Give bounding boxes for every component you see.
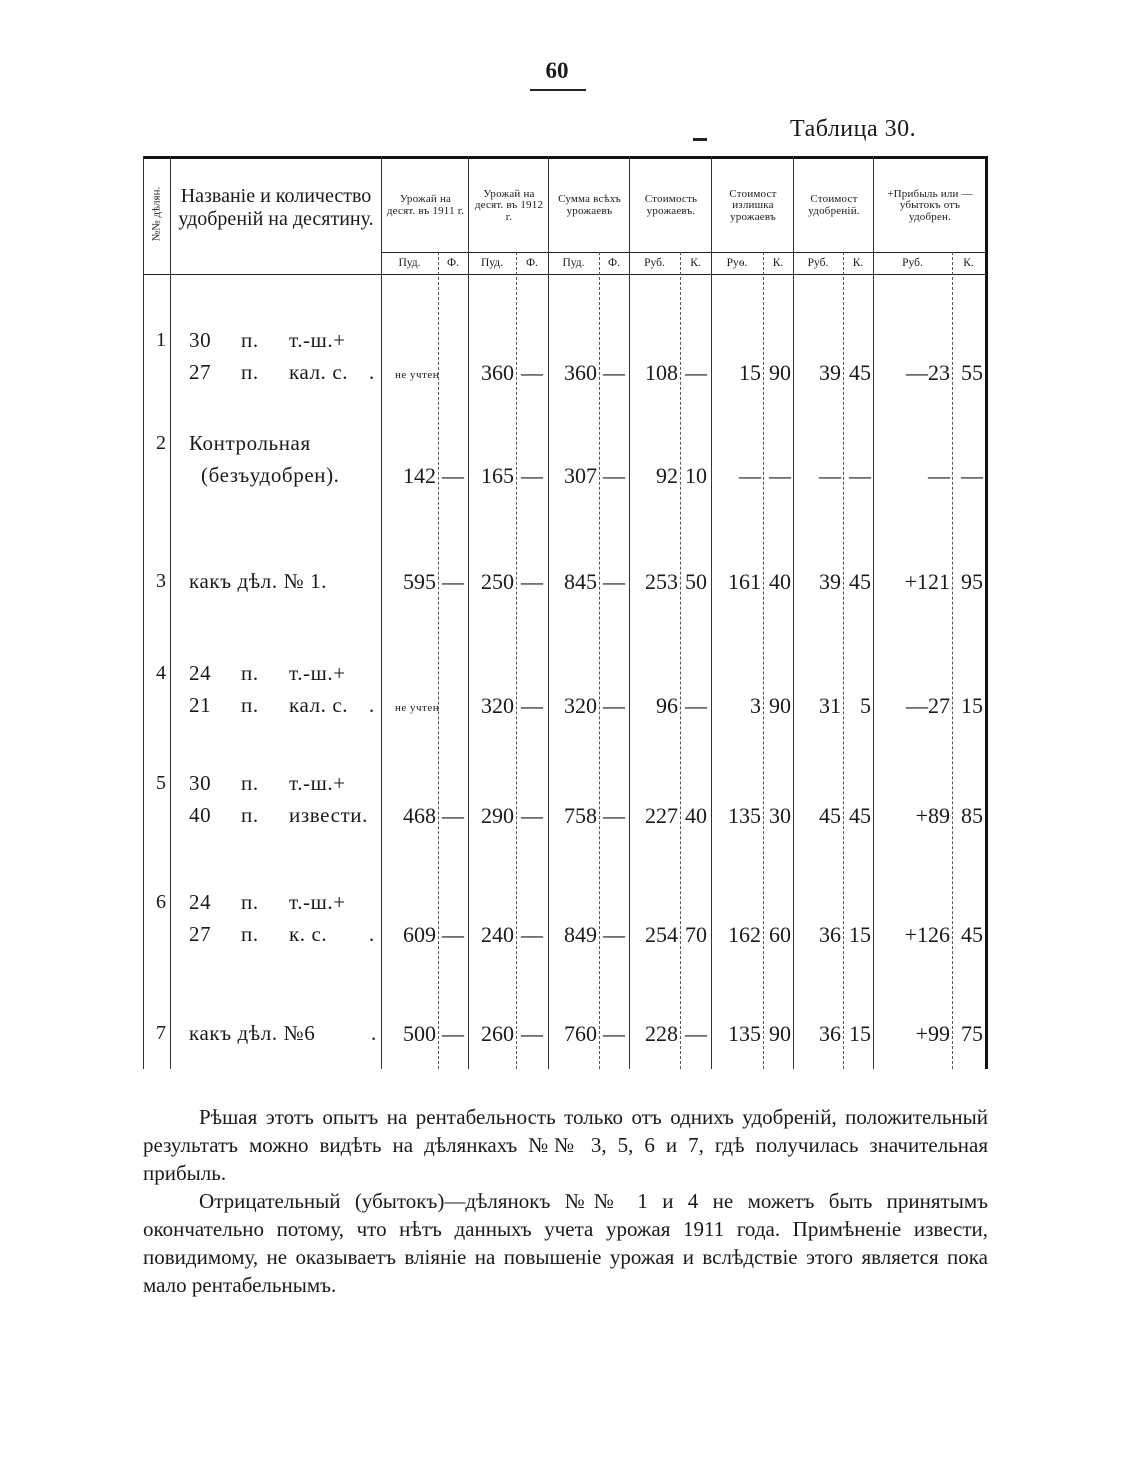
fertilizer-name-cell: т.-ш.+ <box>289 771 346 795</box>
data-table <box>143 156 988 1069</box>
value-cell: —23 <box>906 360 950 385</box>
value-cell: — <box>849 463 871 488</box>
value-cell: 92 <box>656 463 678 488</box>
plot-number-cell: 5 <box>156 772 166 794</box>
value-cell: 758 <box>564 803 597 828</box>
value-cell: 260 <box>481 1021 514 1046</box>
value-cell: — <box>685 1021 707 1046</box>
value-cell: 595 <box>403 569 436 594</box>
value-cell: 15 <box>739 360 761 385</box>
value-cell: — <box>603 803 625 828</box>
value-cell: — <box>521 569 543 594</box>
unit-rub: Руб. <box>644 257 665 270</box>
col-rule <box>680 252 681 1069</box>
col-rule <box>143 156 144 1069</box>
value-cell: — <box>769 463 791 488</box>
fertilizer-unit-cell: п. <box>241 360 259 384</box>
plot-number-cell: 2 <box>156 432 166 454</box>
value-cell: 290 <box>481 803 514 828</box>
fertilizer-name-cell: извести. <box>289 803 368 827</box>
plot-number-cell: 1 <box>156 329 166 351</box>
fertilizer-qty-cell: 40 <box>189 803 212 827</box>
value-cell: — <box>603 922 625 947</box>
value-cell: 15 <box>849 922 871 947</box>
value-cell: 468 <box>403 803 436 828</box>
value-cell: — <box>961 463 983 488</box>
value-cell: 165 <box>481 463 514 488</box>
value-cell: 307 <box>564 463 597 488</box>
fertilizer-unit-cell: п. <box>241 803 259 827</box>
value-cell: — <box>521 922 543 947</box>
value-cell: — <box>685 360 707 385</box>
fertilizer-name-cell: какъ дѣл. №6 <box>189 1021 316 1045</box>
header-sum-yields: Сумма всѣхъ урожаевъ <box>558 193 621 217</box>
value-cell: +89 <box>915 803 950 828</box>
value-cell: 60 <box>769 922 791 947</box>
col-rule <box>599 252 600 1069</box>
fertilizer-name-cell: кал. с. <box>289 360 349 384</box>
value-cell: 250 <box>481 569 514 594</box>
value-cell: 845 <box>564 569 597 594</box>
fertilizer-unit-cell: п. <box>241 328 259 352</box>
unit-pud: Пуд. <box>480 257 504 270</box>
fertilizer-qty-cell: 27 <box>189 360 212 384</box>
fertilizer-qty-cell: 24 <box>189 890 212 914</box>
paragraph: Отрицательный (убытокъ)—дѣлянокъ №№ 1 и 4 не можетъ быть принятымъ окончательно потому, что нѣтъ данныхъ учета урожая 1911 года. Примѣненіе извести, повидимому, не оказываетъ вліяніе на повышеніе урожая и вслѣдствіе этого является пока мало рентабельнымъ. <box>143 1189 988 1297</box>
value-cell: 45 <box>819 803 841 828</box>
value-cell: 320 <box>481 693 514 718</box>
value-cell: — <box>819 463 841 488</box>
table-caption: Таблица 30. <box>790 116 917 142</box>
paragraph: Рѣшая этотъ опытъ на рентабельность только отъ однихъ удобреній, положительный результатъ можно видѣть на дѣлянкахъ №№ 3, 5, 6 и 7, гдѣ получилась значительная прибыль. <box>143 1105 988 1185</box>
value-cell: 70 <box>685 922 707 947</box>
value-cell: — <box>685 693 707 718</box>
plot-number-cell: 3 <box>156 570 166 592</box>
fertilizer-name-cell: какъ дѣл. № 1. <box>189 569 328 593</box>
value-cell: 39 <box>819 569 841 594</box>
value-cell: 50 <box>685 569 707 594</box>
plot-number-cell: 7 <box>156 1022 166 1044</box>
value-cell: +99 <box>915 1021 950 1046</box>
value-cell: 360 <box>564 360 597 385</box>
value-cell: — <box>928 463 950 488</box>
fertilizer-unit-cell: п. <box>241 693 259 717</box>
unit-kop: К. <box>963 257 974 270</box>
value-cell: 45 <box>961 922 983 947</box>
plot-number-cell: 4 <box>156 662 166 684</box>
value-cell: — <box>442 569 464 594</box>
unit-kop: К. <box>852 257 864 270</box>
value-cell: 85 <box>961 803 983 828</box>
value-cell: — <box>442 1021 464 1046</box>
fertilizer-qty-cell: 24 <box>189 661 212 685</box>
header-plot-no: №№ дѣлян. <box>150 186 162 242</box>
unit-pud: Пуд. <box>398 257 421 270</box>
page-number: 60 <box>545 58 569 83</box>
fertilizer-unit-cell: п. <box>241 890 259 914</box>
value-cell: 254 <box>645 922 678 947</box>
fertilizer-qty-cell: 30 <box>189 328 212 352</box>
value-cell: 15 <box>961 693 983 718</box>
value-cell: 360 <box>481 360 514 385</box>
header-yield-1912: Урожай на десят. въ 1912 г. <box>474 187 544 223</box>
value-cell: 135 <box>728 1021 761 1046</box>
fertilizer-qty-cell: 21 <box>189 693 212 717</box>
fertilizer-name-cell: т.-ш.+ <box>289 328 346 352</box>
fertilizer-qty-cell: 27 <box>189 922 212 946</box>
header-bottom-rule <box>143 274 988 275</box>
table-top-rule <box>143 156 988 159</box>
value-cell: — <box>521 1021 543 1046</box>
value-cell: 253 <box>645 569 678 594</box>
value-cell: 36 <box>819 1021 841 1046</box>
fertilizer-name-cell: Контрольная <box>189 431 311 455</box>
unit-rub: Руб. <box>807 257 829 270</box>
value-cell: —27 <box>906 693 950 718</box>
header-name: Названіе и количество удобреній на десятину. <box>178 185 374 230</box>
value-cell: 162 <box>728 922 761 947</box>
value-cell: — <box>603 693 625 718</box>
value-cell: — <box>521 803 543 828</box>
value-cell: 142 <box>403 463 436 488</box>
value-cell: 161 <box>728 569 761 594</box>
value-cell: 40 <box>769 569 791 594</box>
value-cell: 45 <box>849 569 871 594</box>
value-cell: не учтен <box>395 369 440 381</box>
value-cell: 227 <box>645 803 678 828</box>
value-cell: +121 <box>904 569 950 594</box>
fertilizer-unit-cell: п. <box>241 922 259 946</box>
value-cell: — <box>739 463 761 488</box>
value-cell: — <box>603 1021 625 1046</box>
value-cell: +126 <box>904 922 950 947</box>
value-cell: — <box>603 463 625 488</box>
value-cell: 760 <box>564 1021 597 1046</box>
fertilizer-name-dots: . <box>369 693 375 717</box>
value-cell: 90 <box>769 693 791 718</box>
value-cell: 36 <box>819 922 841 947</box>
value-cell: 240 <box>481 922 514 947</box>
fertilizer-name-cell: т.-ш.+ <box>289 661 346 685</box>
fertilizer-unit-cell: п. <box>241 771 259 795</box>
value-cell: 39 <box>819 360 841 385</box>
value-cell: 95 <box>961 569 983 594</box>
value-cell: 55 <box>961 360 983 385</box>
value-cell: 30 <box>769 803 791 828</box>
value-cell: не учтен <box>395 702 440 714</box>
table-right-rule <box>985 156 988 1069</box>
value-cell: — <box>442 803 464 828</box>
fertilizer-name-cell: кал. с. <box>289 693 349 717</box>
body-text <box>143 1103 988 1299</box>
unit-rub: Руб. <box>902 257 923 270</box>
value-cell: 75 <box>961 1021 983 1046</box>
value-cell: 228 <box>645 1021 678 1046</box>
stray-mark <box>693 138 707 141</box>
fertilizer-name-cell: (безъудобрен). <box>201 463 340 487</box>
fertilizer-name-dots: . <box>369 360 375 384</box>
fertilizer-name-cell: т.-ш.+ <box>289 890 346 914</box>
value-cell: 3 <box>750 693 761 718</box>
unit-kop: К. <box>772 257 784 270</box>
value-cell: 135 <box>728 803 761 828</box>
value-cell: 31 <box>819 693 841 718</box>
value-cell: — <box>521 360 543 385</box>
value-cell: — <box>521 463 543 488</box>
header-profit: +Прибыль или —убытокъ отъ удобрен. <box>887 187 973 223</box>
unit-kop: К. <box>690 257 701 270</box>
unit-pud: Пуд. <box>562 257 585 270</box>
fertilizer-qty-cell: 30 <box>189 771 212 795</box>
value-cell: 90 <box>769 360 791 385</box>
value-cell: 5 <box>860 693 871 718</box>
unit-funt: Ф. <box>526 257 538 270</box>
unit-funt: Ф. <box>608 257 620 270</box>
unit-funt: Ф. <box>447 257 459 270</box>
fertilizer-name-dots: . <box>369 922 375 946</box>
value-cell: 108 <box>645 360 678 385</box>
value-cell: — <box>603 569 625 594</box>
value-cell: 45 <box>849 803 871 828</box>
value-cell: 96 <box>656 693 678 718</box>
fertilizer-name-cell: к. с. <box>289 922 328 946</box>
value-cell: — <box>442 922 464 947</box>
fertilizer-unit-cell: п. <box>241 661 259 685</box>
fertilizer-name-dots: . <box>371 1021 377 1045</box>
value-cell: — <box>442 463 464 488</box>
header-cost-fertilizer: Стоимост удобреній. <box>808 193 860 217</box>
value-cell: 15 <box>849 1021 871 1046</box>
col-rule <box>516 252 517 1069</box>
col-rule <box>170 156 171 1069</box>
value-cell: 849 <box>564 922 597 947</box>
page-number-underline <box>530 89 586 91</box>
value-cell: 500 <box>403 1021 436 1046</box>
value-cell: 90 <box>769 1021 791 1046</box>
unit-rub: Руѳ. <box>726 257 748 270</box>
value-cell: 45 <box>849 360 871 385</box>
value-cell: 10 <box>685 463 707 488</box>
value-cell: — <box>603 360 625 385</box>
header-cost-yields: Стоимость урожаевъ. <box>644 193 698 217</box>
header-cost-surplus: Стоимост излишка урожаевъ <box>729 187 777 223</box>
value-cell: 40 <box>685 803 707 828</box>
value-cell: 609 <box>403 922 436 947</box>
plot-number-cell: 6 <box>156 891 166 913</box>
value-cell: — <box>521 693 543 718</box>
value-cell: 320 <box>564 693 597 718</box>
header-yield-1911: Урожай на десят. въ 1911 г. <box>386 193 465 217</box>
